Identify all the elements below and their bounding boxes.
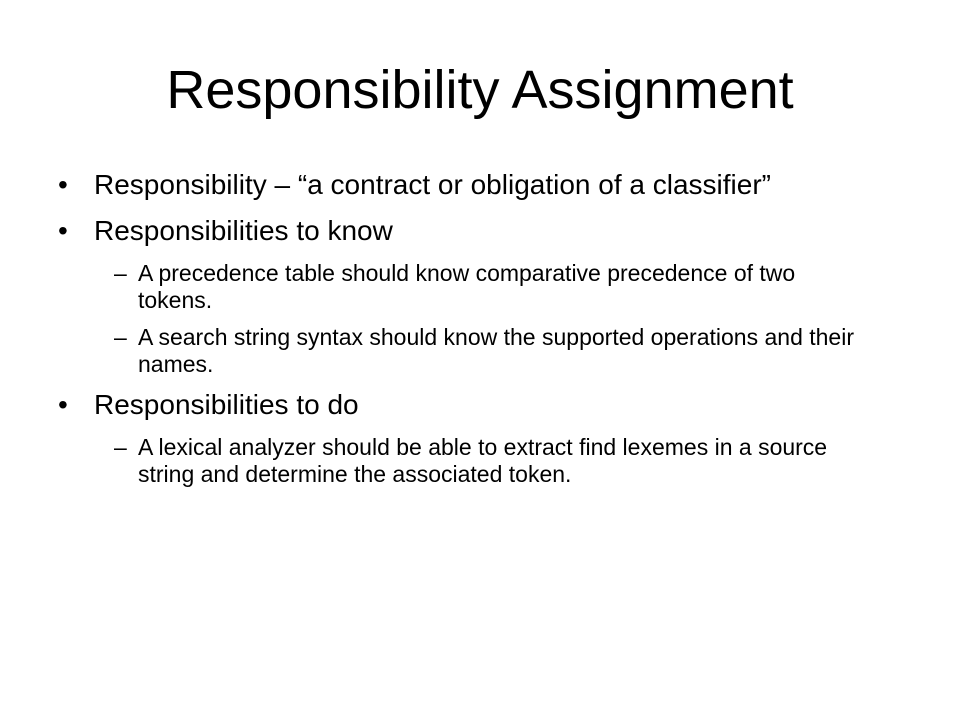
sub-bullet-item <box>58 324 858 378</box>
bullet-text: Responsibility – “a contract or obligation of a classifier” <box>94 169 771 200</box>
bullet-item <box>58 168 858 202</box>
bullet-item <box>58 388 858 422</box>
bullet-icon: • <box>58 169 68 200</box>
sub-bullet-text: A search string syntax should know the supported operations and their names. <box>138 324 854 377</box>
sub-bullet-text: A lexical analyzer should be able to extract find lexemes in a source string and determine the associated token. <box>138 434 828 487</box>
bullet-text: Responsibilities to know <box>94 215 393 246</box>
sub-bullet-text: A precedence table should know comparative precedence of two tokens. <box>138 260 796 313</box>
bullet-icon: • <box>58 389 68 420</box>
sub-bullet-item <box>58 260 858 314</box>
slide-content <box>58 168 858 498</box>
dash-icon: – <box>114 434 127 460</box>
bullet-icon: • <box>58 215 68 246</box>
sub-bullet-item <box>58 434 858 488</box>
bullet-text: Responsibilities to do <box>94 389 359 420</box>
dash-icon: – <box>114 324 127 350</box>
dash-icon: – <box>114 260 127 286</box>
slide-title: Responsibility Assignment <box>166 60 794 120</box>
bullet-item <box>58 214 858 248</box>
